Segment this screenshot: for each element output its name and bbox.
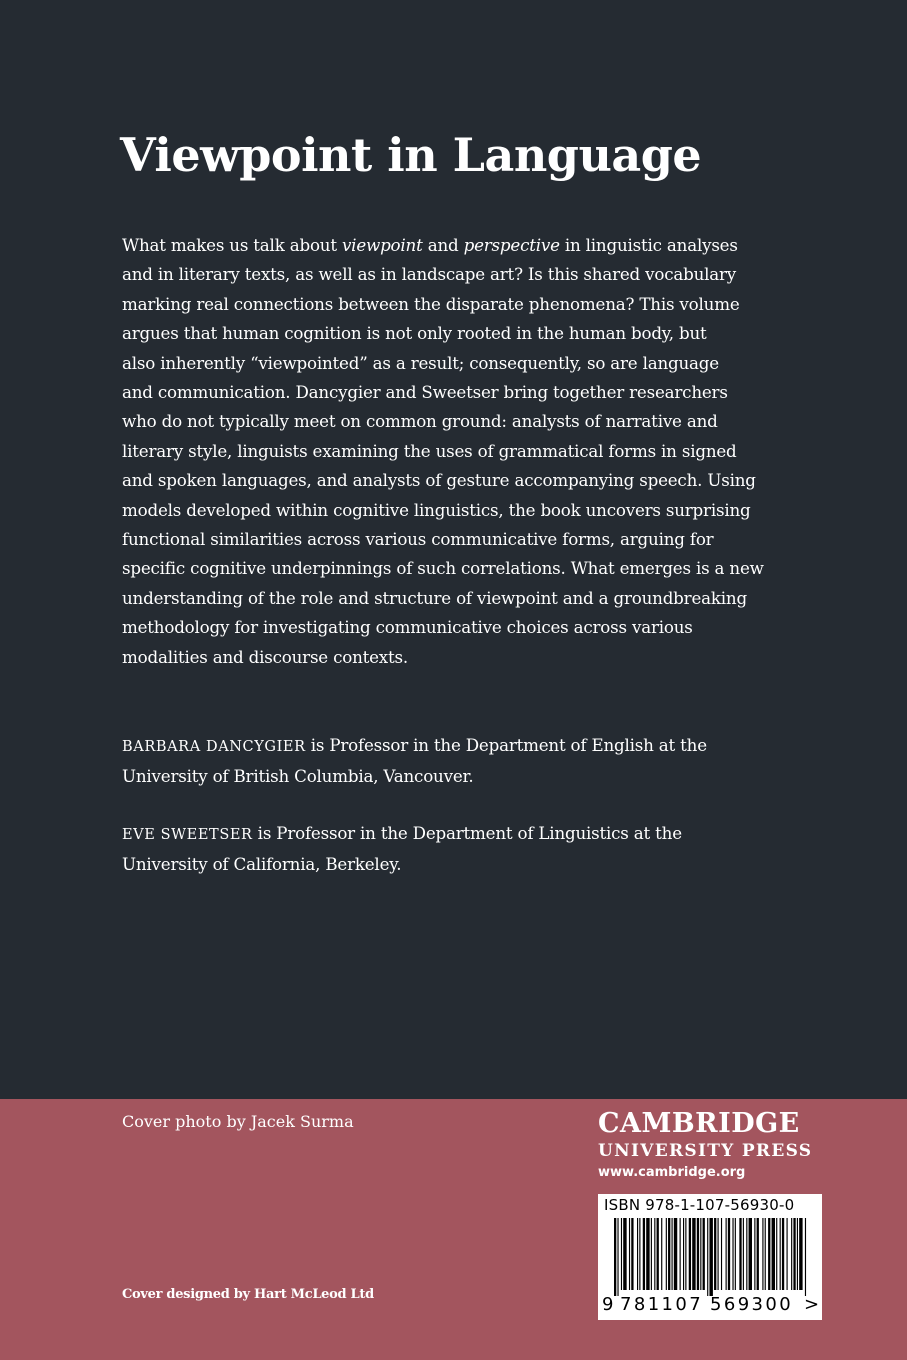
publisher-logo: [598, 1108, 812, 1184]
barcode-bar: [680, 1218, 681, 1290]
barcode-bar: [707, 1218, 708, 1296]
barcode-bar: [651, 1218, 652, 1290]
barcode-bar: [791, 1218, 792, 1290]
description-line: specific cognitive underpinnings of such correlations. What emerges is a new: [122, 558, 764, 579]
description-line: What makes us talk about viewpoint and perspective in linguistic analyses: [122, 235, 738, 255]
barcode-bar: [666, 1218, 667, 1290]
barcode-bar: [646, 1218, 649, 1290]
barcode-bar: [772, 1218, 775, 1290]
barcode-bar: [637, 1218, 638, 1290]
barcode-bar: [793, 1218, 795, 1290]
barcode-lead-digit: 9: [602, 1294, 614, 1315]
description-line: who do not typically meet on common ground: analysts of narrative and: [122, 411, 718, 432]
barcode-quiet-mark: >: [804, 1294, 820, 1315]
barcode-bar: [754, 1218, 755, 1290]
author-name: EVE SWEETSER: [122, 827, 253, 843]
barcode-bar: [672, 1218, 673, 1290]
barcode-bar: [762, 1218, 763, 1290]
barcode-bar: [787, 1218, 788, 1290]
barcode-bar: [805, 1218, 806, 1296]
author-bio-sweetser: EVE SWEETSER is Professor in the Department of Linguistics at the University of California, Berkeley.: [122, 823, 682, 875]
barcode-bar: [757, 1218, 759, 1290]
barcode-bar: [726, 1218, 727, 1290]
barcode-bar: [739, 1218, 741, 1290]
publisher-url: www.cambridge.org: [598, 1165, 746, 1180]
barcode-bar: [743, 1218, 744, 1290]
isbn-barcode: [598, 1194, 822, 1320]
barcode-bar: [685, 1218, 686, 1290]
barcode-bar: [692, 1218, 695, 1290]
barcode-bar: [614, 1218, 616, 1296]
publisher-name: CAMBRIDGE: [598, 1108, 800, 1139]
barcode-bar: [629, 1218, 630, 1290]
barcode-group-right: 569300: [710, 1294, 794, 1315]
description-line: and in literary texts, as well as in landscape art? Is this shared vocabulary: [122, 264, 737, 285]
description-line: and spoken languages, and analysts of gesture accompanying speech. Using: [122, 470, 756, 491]
barcode-bar: [718, 1218, 719, 1290]
book-title: Viewpoint in Language: [120, 128, 702, 182]
barcode-bar: [732, 1218, 733, 1290]
barcode-bar: [797, 1218, 798, 1290]
book-description: [122, 231, 802, 672]
barcode-bar: [639, 1218, 640, 1290]
barcode-bar: [674, 1218, 677, 1290]
barcode-group-left: 781107: [620, 1294, 704, 1315]
barcode-bar: [623, 1218, 626, 1290]
barcode-bar: [703, 1218, 705, 1290]
description-line: modalities and discourse contexts.: [122, 646, 408, 667]
description-line: marking real connections between the disparate phenomena? This volume: [122, 293, 740, 314]
barcode-bar: [661, 1218, 662, 1290]
barcode-bar: [768, 1218, 770, 1290]
barcode-bar: [780, 1218, 781, 1290]
emphasis-viewpoint: viewpoint: [341, 235, 423, 255]
barcode-bar: [631, 1218, 633, 1290]
cover-photo-credit: Cover photo by Jacek Surma: [122, 1112, 354, 1131]
barcode-bar: [668, 1218, 670, 1290]
barcode-bar: [782, 1218, 784, 1290]
barcode-bar: [621, 1218, 622, 1290]
barcode-bar: [721, 1218, 722, 1290]
barcode-bars: [598, 1218, 822, 1296]
barcode-bar: [749, 1218, 752, 1290]
description-line: argues that human cognition is not only rooted in the human body, but: [122, 323, 707, 344]
barcode-bar: [654, 1218, 655, 1290]
barcode-bar: [617, 1218, 618, 1296]
barcode-bar: [728, 1218, 730, 1290]
description-line: understanding of the role and structure of viewpoint and a groundbreaking: [122, 587, 747, 608]
barcode-bar: [799, 1218, 802, 1290]
barcode-bar: [689, 1218, 691, 1290]
isbn-label: ISBN 978-1-107-56930-0: [604, 1196, 795, 1214]
publisher-subtitle: UNIVERSITY PRESS: [598, 1141, 813, 1161]
barcode-bar: [643, 1218, 645, 1290]
barcode-bar: [697, 1218, 699, 1290]
author-bio-dancygier: BARBARA DANCYGIER is Professor in the Department of English at the University of British Columbia, Vancouver.: [122, 735, 707, 787]
barcode-bar: [714, 1218, 716, 1290]
barcode-bar: [746, 1218, 747, 1290]
barcode-bar: [709, 1218, 712, 1296]
barcode-bar: [765, 1218, 766, 1290]
barcode-bar: [657, 1218, 659, 1290]
description-line: methodology for investigating communicative choices across various: [122, 617, 693, 638]
barcode-bar: [683, 1218, 684, 1290]
barcode-bar: [700, 1218, 701, 1290]
emphasis-perspective: perspective: [463, 235, 560, 255]
cover-designer-credit: Cover designed by Hart McLeod Ltd: [122, 1287, 374, 1302]
description-line: also inherently “viewpointed” as a result; consequently, so are language: [122, 352, 719, 373]
barcode-bar: [735, 1218, 736, 1290]
barcode-bar: [776, 1218, 777, 1290]
description-line: models developed within cognitive linguistics, the book uncovers surprising: [122, 499, 751, 520]
description-line: functional similarities across various communicative forms, arguing for: [122, 529, 714, 550]
description-line: literary style, linguists examining the uses of grammatical forms in signed: [122, 440, 737, 461]
author-name: BARBARA DANCYGIER: [122, 739, 306, 755]
description-line: and communication. Dancygier and Sweetser bring together researchers: [122, 382, 728, 403]
